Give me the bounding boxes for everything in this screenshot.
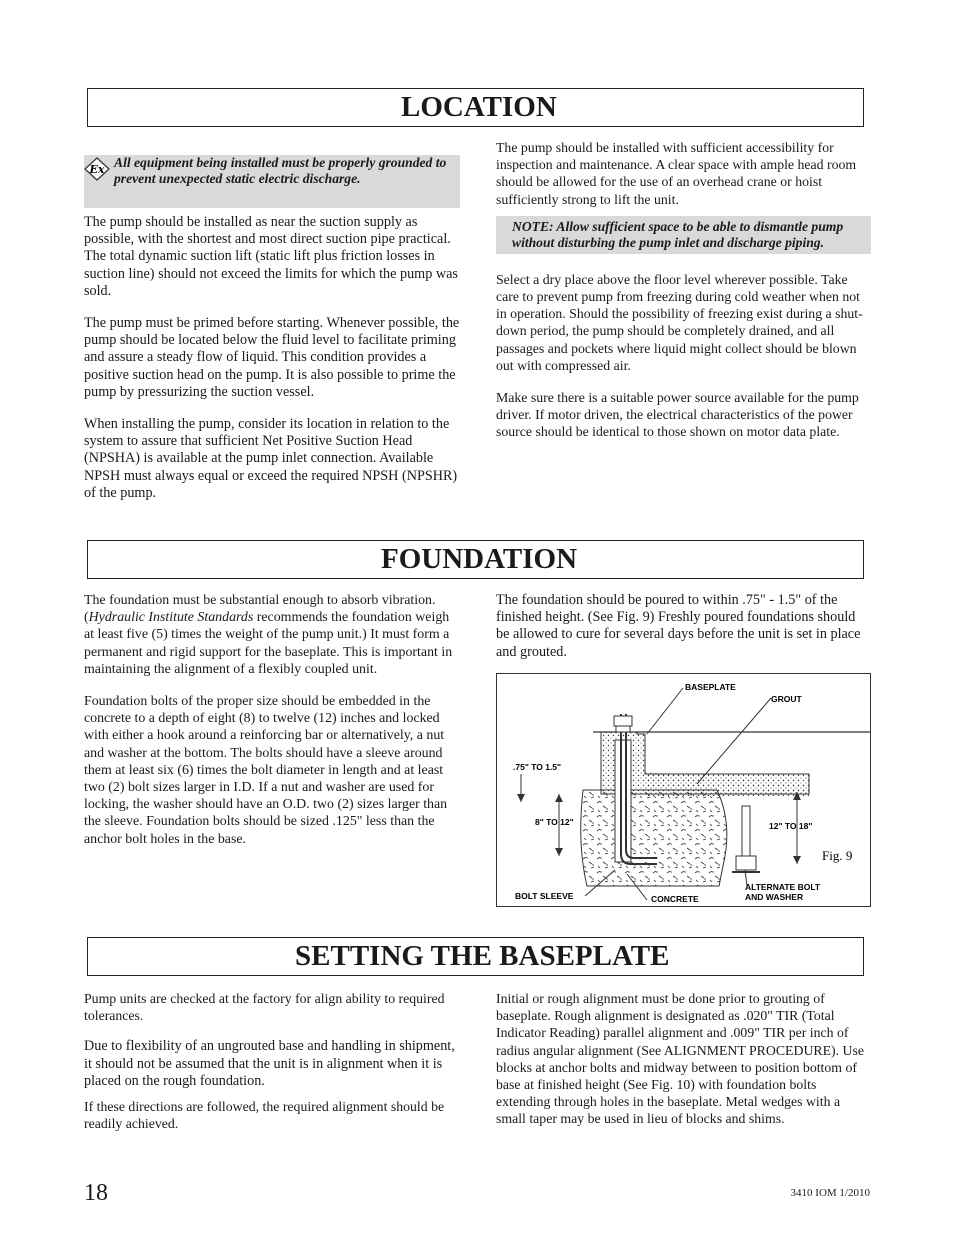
baseplate-heading [87,937,864,976]
baseplate-right-para: Initial or rough alignment must be done prior to grouting of baseplate. Rough alignment is designated as .020" TIR (Total Indicator Reading) parallel alignment and .009" TIR per inch of radius angular alignment (See ALIGNMENT PROCEDURE). Use blocks at anchor bolts and midway between to position bottom of base at finished height (See Fig. 10) with foundation bolts extending through holes in the baseplate. Metal wedges with a small taper may be used in lieu of blocks and shims. [496,991,864,1127]
baseplate-left-column [84,990,460,1147]
foundation-left-column [84,592,462,863]
location-heading [87,88,864,127]
location-right-para-1: The pump should be installed with sufficient accessibility for inspection and maintenance. A clear space with ample head room should be allowed for the use of an overhead crane or hoist sufficiently strong to lift the unit. [496,140,857,207]
dismantle-note-box [496,216,871,254]
foundation-heading [87,540,864,579]
location-left-para-3: When installing the pump, consider its location in relation to the system to assure that sufficient Net Positive Suction Head (NPSHA) is available at the pump inlet connection. Available NPSH must always equal or exceed the required NPSH (NPSHR) of the pump. [84,416,458,501]
baseplate-left-para-3: If these directions are followed, the required alignment should be readily achieved. [84,1099,445,1132]
page-number: 18 [84,1180,108,1206]
static-warning-text: All equipment being installed must be properly grounded to prevent unexpected static electric discharge. [114,155,447,186]
figure-caption: Fig. 9 [822,848,853,863]
baseplate-left-para-2: Due to flexibility of an ungrouted base and handling in shipment, it should not be assumed that the unit is in alignment when it is placed on the rough foundation. [84,1038,455,1089]
label-grout: GROUT [771,694,802,704]
location-right-para-3: Make sure there is a suitable power source available for the pump driver. If motor driven, the electrical characteristics of the power source should be identical to those shown on motor data plate. [496,390,859,440]
location-right-column [496,139,871,456]
foundation-diagram [497,674,870,906]
figure-9-foundation-diagram [496,673,871,907]
foundation-left-para-1: The foundation must be substantial enough to absorb vibration. (Hydraulic Institute Standards recommends the foundation weigh at least five (5) times the weight of the pump unit.) It must form a permanent and rigid support for the baseplate. This is important in maintaining the alignment of a flexibly coupled unit. [84,593,453,677]
foundation-right-column [496,592,871,676]
label-gap: .75" TO 1.5" [513,762,562,772]
foundation-right-para-1: The foundation should be poured to within .75" - 1.5" of the finished height. (See Fig. 9) Freshly poured foundations should be allowed to cure for several days before the unit is set in place and grouted. [496,592,861,660]
label-concrete: CONCRETE [651,894,699,904]
baseplate-left-para-1: Pump units are checked at the factory for align ability to required tolerances. [84,991,445,1024]
static-warning-box [84,155,460,208]
document-id: 3410 IOM 1/2010 [790,1187,870,1199]
location-left-para-1: The pump should be installed as near the suction supply as possible, with the shortest and most direct suction pipe practical. The total dynamic suction lift (static lift plus friction losses in suction line) should not exceed the limits for which the pump was sold. [84,214,458,299]
baseplate-right-column [496,990,871,1143]
label-depth-alt: 12" TO 18" [769,821,813,831]
foundation-left-para-2: Foundation bolts of the proper size should be embedded in the concrete to a depth of eight (8) to twelve (12) inches and locked with either a hook around a reinforcing bar or alternatively, a nut and washer at the bottom. The bolts should have a sleeve around them at least six (6) times the bolt diameter in length and at least two (2) bolt sizes larger in I.D. If a nut and washer are used for locking, the washer should have an O.D. two (2) sizes larger than the sleeve. Foundation bolts should be sized .125" less than the anchor bolt holes in the base. [84,694,448,847]
label-alt-bolt-1: ALTERNATE BOLT [745,882,821,892]
foundation-title: FOUNDATION [381,543,578,575]
location-title: LOCATION [401,91,557,123]
baseplate-title: SETTING THE BASEPLATE [295,940,670,972]
location-right-para-2: Select a dry place above the floor level wherever possible. Take care to prevent pump from freezing during cold weather when not in operation. Should the possibility of freezing exist during a shut-down period, the pump should be completely drained, and all passages and pockets where liquid might collect should be blown out with compressed air. [496,271,863,373]
label-bolt-sleeve: BOLT SLEEVE [515,891,574,901]
explosion-proof-icon [84,157,114,185]
dismantle-note-text: NOTE: Allow sufficient space to be able to dismantle pump without disturbing the pump inlet and discharge piping. [512,218,844,250]
location-left-column [84,155,460,517]
svg-text:Ex: Ex [89,163,105,176]
label-depth: 8" TO 12" [535,817,574,827]
location-left-para-2: The pump must be primed before starting. Whenever possible, the pump should be located below the fluid level to facilitate priming and assure a steady flow of liquid. This condition provides a positive suction head on the pump. It is also possible to prime the pump by pressurizing the suction vessel. [84,315,460,400]
label-alt-bolt-2: AND WASHER [745,892,804,902]
label-baseplate: BASEPLATE [685,682,736,692]
